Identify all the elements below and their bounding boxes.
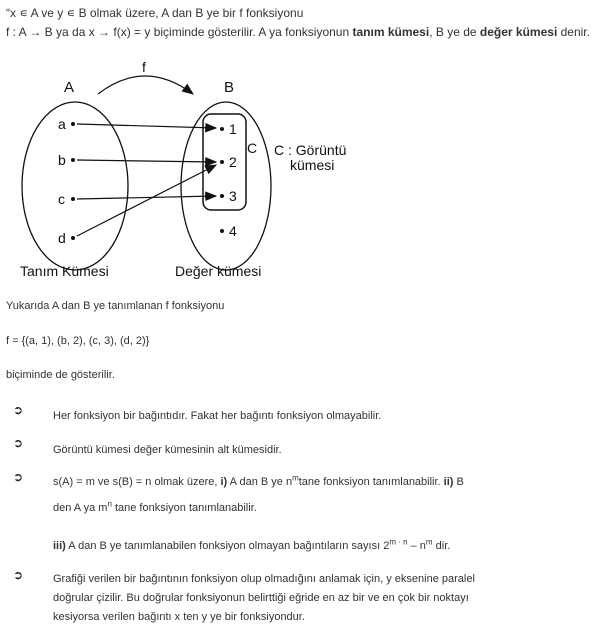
element-4: 4 — [229, 223, 237, 239]
dot-b — [71, 158, 75, 162]
element-1: 1 — [229, 121, 237, 137]
tanim-kumesi-caption: Tanım Kümesi — [20, 263, 109, 279]
b3-ii: ii) — [443, 476, 454, 488]
intro-line-1: “x ∊ A ve y ∊ B olmak üzere, A dan B ye bir f fonksiyonu — [6, 6, 304, 20]
c-label: C — [247, 140, 258, 156]
element-a: a — [58, 116, 66, 132]
b3-mid1: A dan B ye n — [227, 476, 293, 488]
element-b: b — [58, 152, 66, 168]
b3-pre: s(A) = m ve s(B) = n olmak üzere, — [53, 476, 221, 488]
arrow-c-to-3 — [77, 196, 216, 199]
b3-mid2: tane fonksiyon tanımlanabilir. — [298, 476, 444, 488]
set-a-label: A — [64, 79, 75, 96]
intro-paragraph — [6, 4, 594, 42]
dot-1 — [220, 127, 224, 131]
bullet-4-line-3: kesiyorsa verilen bağıntı x ten y ye bir fonksiyondur. — [53, 611, 305, 623]
b3-mid3: B — [453, 476, 464, 488]
b3-line2-post: tane fonksiyon tanımlanabilir. — [111, 502, 257, 514]
function-formula: f = {(a, 1), (b, 2), (c, 3), (d, 2)} — [6, 335, 150, 347]
defined-text: Yukarıda A dan B ye tanımlanan f fonksiyonu — [6, 300, 225, 312]
f-label: f — [142, 59, 146, 75]
bullet-4-text — [53, 570, 583, 627]
intro-line-2 — [6, 23, 594, 42]
intro-line-2-pre: f : A → B ya da x → f(x) = y biçiminde gösterilir. A ya fonksiyonun — [6, 25, 353, 39]
element-c: c — [58, 191, 65, 207]
bullet-arrow-icon: ➲ — [13, 470, 24, 484]
b3-sup3: m · n — [389, 537, 408, 547]
deger-kumesi-term: değer kümesi — [479, 25, 558, 39]
dot-c — [71, 197, 75, 201]
bullet-3-line-3 — [53, 536, 583, 556]
element-2: 2 — [229, 154, 237, 170]
bullet-arrow-icon: ➲ — [13, 403, 24, 417]
b3-iii: iii) — [53, 540, 66, 552]
intro-line-2-mid: , B ye de — [429, 25, 480, 39]
b3-sup2: n — [107, 499, 112, 509]
b3-line3-post: dir. — [432, 540, 451, 552]
dot-d — [71, 236, 75, 240]
b3-sup4: m — [425, 537, 433, 547]
arrow-b-to-2 — [77, 160, 216, 162]
set-a-ellipse — [22, 102, 128, 270]
bullet-4-line-1: Grafiği verilen bir bağıntının fonksiyon olup olmadığını anlamak için, y eksenine paralel — [53, 573, 475, 585]
dot-3 — [220, 194, 224, 198]
f-curve-arrow — [98, 76, 193, 94]
function-diagram — [0, 58, 380, 288]
c-caption-line2: kümesi — [290, 157, 335, 173]
b3-line2-pre: den A ya m — [53, 502, 108, 514]
bullet-3-line-1 — [53, 472, 583, 492]
dot-2 — [220, 160, 224, 164]
shown-text: biçiminde de gösterilir. — [6, 369, 115, 381]
bullet-3-line-2 — [53, 498, 583, 518]
element-d: d — [58, 230, 66, 246]
b3-line3-pre: A dan B ye tanımlanabilen fonksiyon olmayan bağıntıların sayısı 2 — [65, 540, 390, 552]
dot-a — [71, 122, 75, 126]
deger-kumesi-caption: Değer kümesi — [175, 263, 262, 279]
arrow-d-to-2 — [77, 165, 216, 236]
bullet-arrow-icon: ➲ — [13, 436, 24, 450]
c-caption-line1: C : Görüntü — [274, 142, 347, 158]
bullet-4-line-2: doğrular çizilir. Bu doğrular fonksiyonun belirttiği eğride en az bir ve en çok bir noktayı — [53, 592, 469, 604]
b3-line3-mid: – n — [407, 540, 426, 552]
b3-i: i) — [220, 476, 228, 488]
element-3: 3 — [229, 188, 237, 204]
tanim-kumesi-term: tanım kümesi — [352, 25, 430, 39]
intro-line-2-post: denir. — [557, 25, 590, 39]
b3-sup1: m — [292, 473, 299, 483]
bullet-1-text: Her fonksiyon bir bağıntıdır. Fakat her bağıntı fonksiyon olmayabilir. — [53, 410, 382, 422]
bullet-2-text: Görüntü kümesi değer kümesinin alt kümesidir. — [53, 444, 282, 456]
dot-4 — [220, 229, 224, 233]
bullet-3-text — [53, 472, 583, 556]
bullet-arrow-icon: ➲ — [13, 568, 24, 582]
set-b-label: B — [224, 79, 235, 96]
